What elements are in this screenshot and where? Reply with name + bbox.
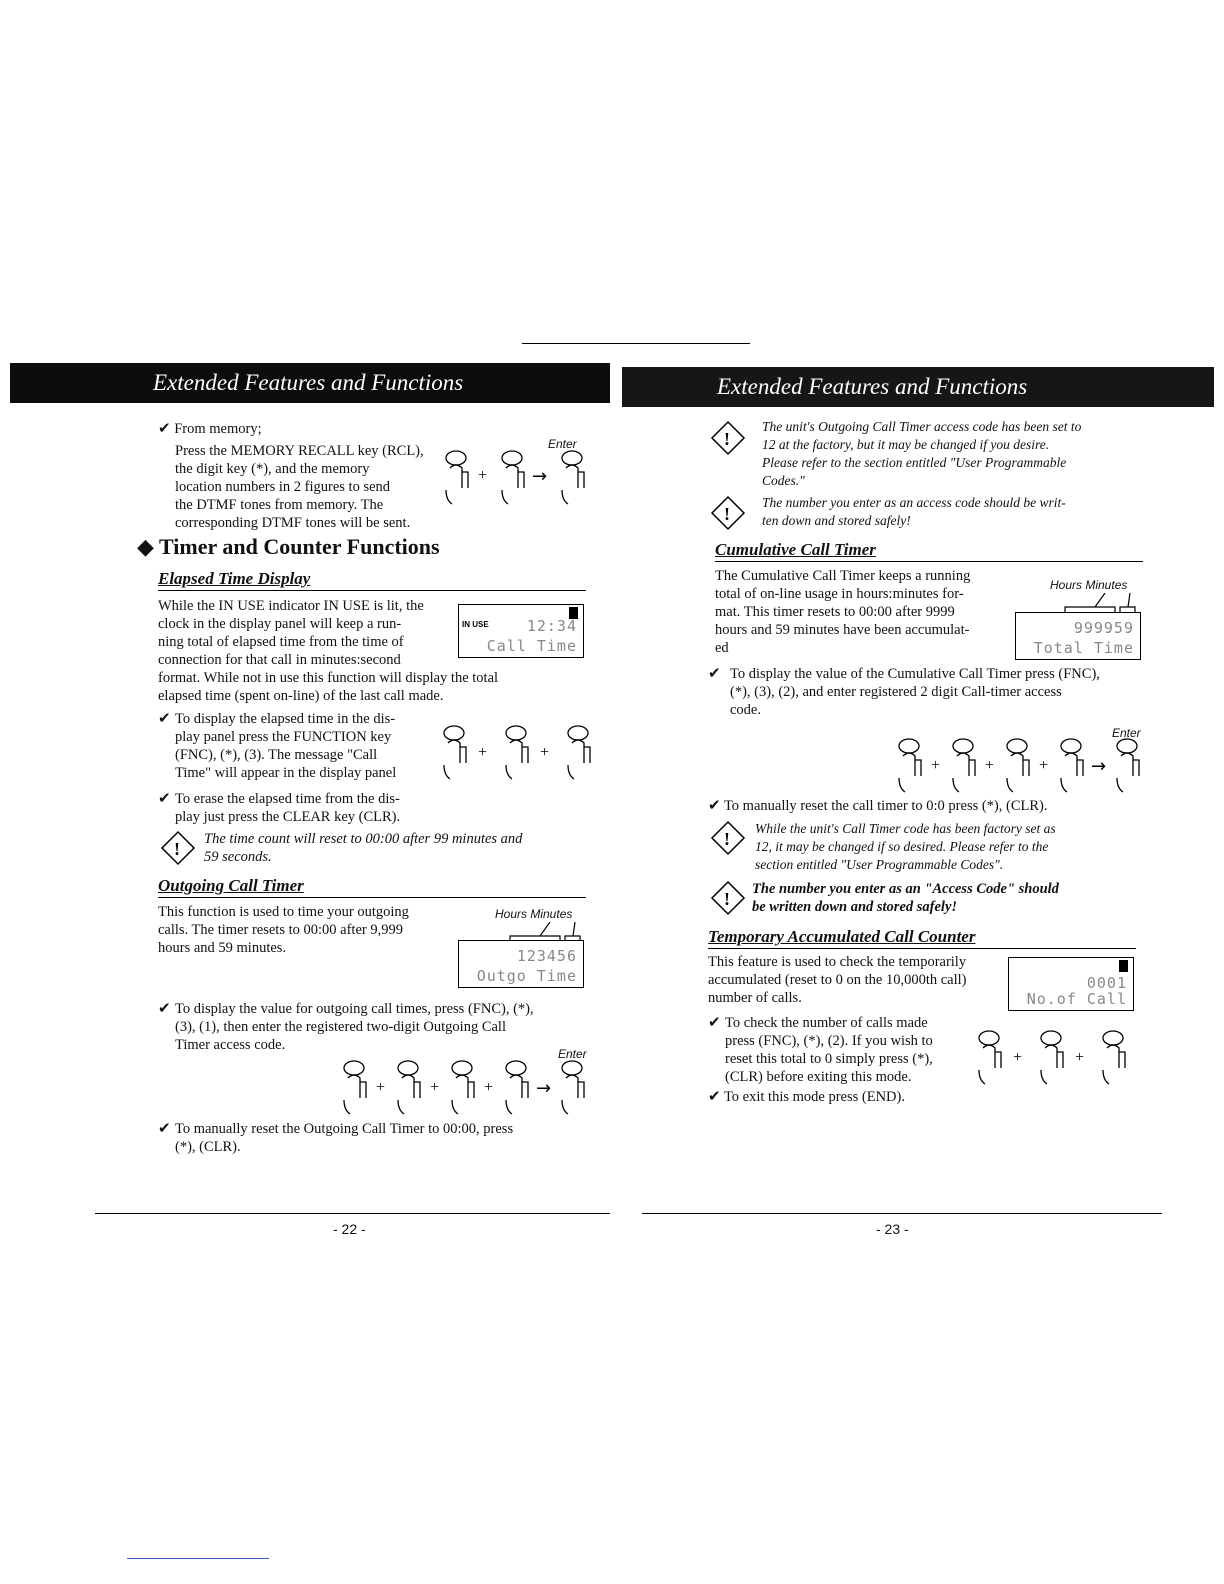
elapsed-bullet-1: ✔ To display the elapsed time in the dis- play panel press the FUNCTION key (FNC), (*), (3). The message "Call Time" will appear in the display panel <box>158 711 397 781</box>
svg-text:!: ! <box>724 429 730 449</box>
svg-text:+: + <box>931 757 941 774</box>
hours-minutes-label: Hours Minutes <box>495 907 573 921</box>
bottom-rule-right <box>642 1213 1162 1214</box>
check-icon: ✔ <box>708 666 721 682</box>
elapsed-paragraph: While the IN USE indicator IN USE is lit, the clock in the display panel will keep a run- ning total of elapsed time from the time of connection for that call in minutes:second <box>158 598 424 668</box>
cumulative-bullet-2: ✔ To manually reset the call timer to 0:0 press (*), (CLR). <box>708 798 1048 814</box>
temporary-key-sequence <box>975 1030 1135 1090</box>
page-number-right: - 23 - <box>876 1221 909 1237</box>
memory-key-sequence <box>440 450 600 510</box>
lcd-total-time: 999959 Total Time <box>1015 612 1141 660</box>
finger-key-icon <box>502 451 524 504</box>
in-use-indicator: IN USE <box>462 620 489 629</box>
hours-minutes-bracket <box>505 922 585 942</box>
battery-icon <box>1119 960 1128 972</box>
svg-text:+: + <box>1039 757 1049 774</box>
elapsed-key-sequence <box>440 725 600 785</box>
elapsed-paragraph-full: format. While not in use this function will display the total elapsed time (spent on-line) of the last call made. <box>158 670 499 704</box>
check-icon: ✔ <box>708 1089 721 1105</box>
svg-text:+: + <box>1013 1049 1023 1066</box>
top-rule <box>522 343 750 344</box>
warning-diamond-icon <box>710 820 746 856</box>
bottom-rule-left <box>95 1213 610 1214</box>
svg-text:+: + <box>540 744 550 761</box>
note-factory-set: While the unit's Call Timer code has been factory set as 12, it may be changed if so desired. Please refer to the section entitled "User Programmable Codes". <box>755 821 1056 872</box>
svg-text:→: → <box>536 1078 552 1099</box>
page-number-left: - 22 - <box>333 1221 366 1237</box>
svg-text:!: ! <box>724 829 730 849</box>
lcd-call-time: IN USE 12:34 Call Time <box>458 604 584 658</box>
svg-text:→: → <box>1091 756 1107 777</box>
check-icon: ✔ <box>158 421 171 437</box>
outgoing-bullet-1: ✔ To display the value for outgoing call times, press (FNC), (*), (3), (1), then enter the registered two-digit Outgoing Call Timer access code. <box>158 1001 534 1053</box>
check-icon: ✔ <box>708 798 721 814</box>
check-icon: ✔ <box>158 791 171 807</box>
hours-minutes-bracket <box>1060 593 1140 613</box>
from-memory-bullet: ✔ From memory; <box>158 421 262 437</box>
enter-label: Enter <box>1112 726 1141 740</box>
svg-text:+: + <box>985 757 995 774</box>
svg-text:+: + <box>1075 1049 1085 1066</box>
lcd-no-of-call: 0001 No.of Call <box>1008 957 1134 1011</box>
check-icon: ✔ <box>158 1121 171 1137</box>
warning-diamond-icon <box>710 420 746 456</box>
footer-link-rule <box>127 1558 269 1559</box>
banner-right: Extended Features and Functions <box>622 367 1214 407</box>
temporary-title: Temporary Accumulated Call Counter <box>708 927 1136 949</box>
enter-label: Enter <box>558 1047 587 1061</box>
temporary-paragraph: This feature is used to check the temporarily accumulated (reset to 0 on the 10,000th call) number of calls. <box>708 954 967 1006</box>
plus-sign: + <box>478 467 488 484</box>
outgoing-paragraph: This function is used to time your outgoing calls. The timer resets to 00:00 after 9,999 hours and 59 minutes. <box>158 904 409 956</box>
section-title: ◆ Timer and Counter Functions <box>137 534 440 559</box>
warning-diamond-icon <box>160 830 196 866</box>
temporary-bullet-1: ✔ To check the number of calls made press (FNC), (*), (2). If you wish to reset this total to 0 simply press (*), (CLR) before exiting this mode. <box>708 1015 933 1085</box>
note-access-code: The unit's Outgoing Call Timer access code has been set to 12 at the factory, but it may be changed if you desire. Please refer to the section entitled "User Programmable Codes." <box>762 419 1082 488</box>
cumulative-key-sequence <box>895 738 1145 798</box>
outgoing-key-sequence <box>340 1060 590 1120</box>
cumulative-title: Cumulative Call Timer <box>715 540 1143 562</box>
finger-key-icon <box>446 451 468 504</box>
cumulative-bullet-1: ✔ To display the value of the Cumulative Call Timer press (FNC), (*), (3), (2), and enter registered 2 digit Call-timer access code. <box>708 666 1100 718</box>
svg-text:!: ! <box>174 839 180 859</box>
svg-text:!: ! <box>724 504 730 524</box>
svg-text:+: + <box>484 1079 494 1096</box>
elapsed-bullet-2: ✔ To erase the elapsed time from the dis- play just press the CLEAR key (CLR). <box>158 791 401 825</box>
svg-text:+: + <box>430 1079 440 1096</box>
svg-text:+: + <box>376 1079 386 1096</box>
temporary-bullet-2: ✔ To exit this mode press (END). <box>708 1089 905 1105</box>
enter-label: Enter <box>548 437 577 451</box>
outgoing-title: Outgoing Call Timer <box>158 876 586 898</box>
check-icon: ✔ <box>708 1015 721 1031</box>
memory-paragraph: Press the MEMORY RECALL key (RCL), the digit key (*), and the memory location numbers in 2 figures to send the DTMF tones from memory. The corresponding DTMF tones will be sent. <box>175 443 424 531</box>
svg-text:!: ! <box>724 889 730 909</box>
warning-diamond-icon <box>710 495 746 531</box>
elapsed-title: Elapsed Time Display <box>158 569 586 591</box>
elapsed-note: The time count will reset to 00:00 after 99 minutes and 59 seconds. <box>204 831 523 865</box>
hours-minutes-label: Hours Minutes <box>1050 578 1128 592</box>
svg-text:+: + <box>478 744 488 761</box>
check-icon: ✔ <box>158 711 171 727</box>
note-write-down: The number you enter as an access code should be writ- ten down and stored safely! <box>762 495 1066 528</box>
diamond-icon: ◆ <box>137 534 154 559</box>
cumulative-paragraph: The Cumulative Call Timer keeps a running total of on-line usage in hours:minutes for- mat. This timer resets to 00:00 after 9999 hours and 59 minutes have been accumulat- ed <box>715 568 971 656</box>
note-store-safely: The number you enter as an "Access Code" should be written down and stored safely! <box>752 881 1059 915</box>
lcd-outgo-time: 123456 Outgo Time <box>458 940 584 988</box>
finger-key-icon <box>562 451 584 504</box>
outgoing-bullet-2: ✔ To manually reset the Outgoing Call Timer to 00:00, press (*), (CLR). <box>158 1121 514 1155</box>
warning-diamond-icon <box>710 880 746 916</box>
arrow-icon: → <box>532 466 548 487</box>
banner-left: Extended Features and Functions <box>10 363 610 403</box>
check-icon: ✔ <box>158 1001 171 1017</box>
